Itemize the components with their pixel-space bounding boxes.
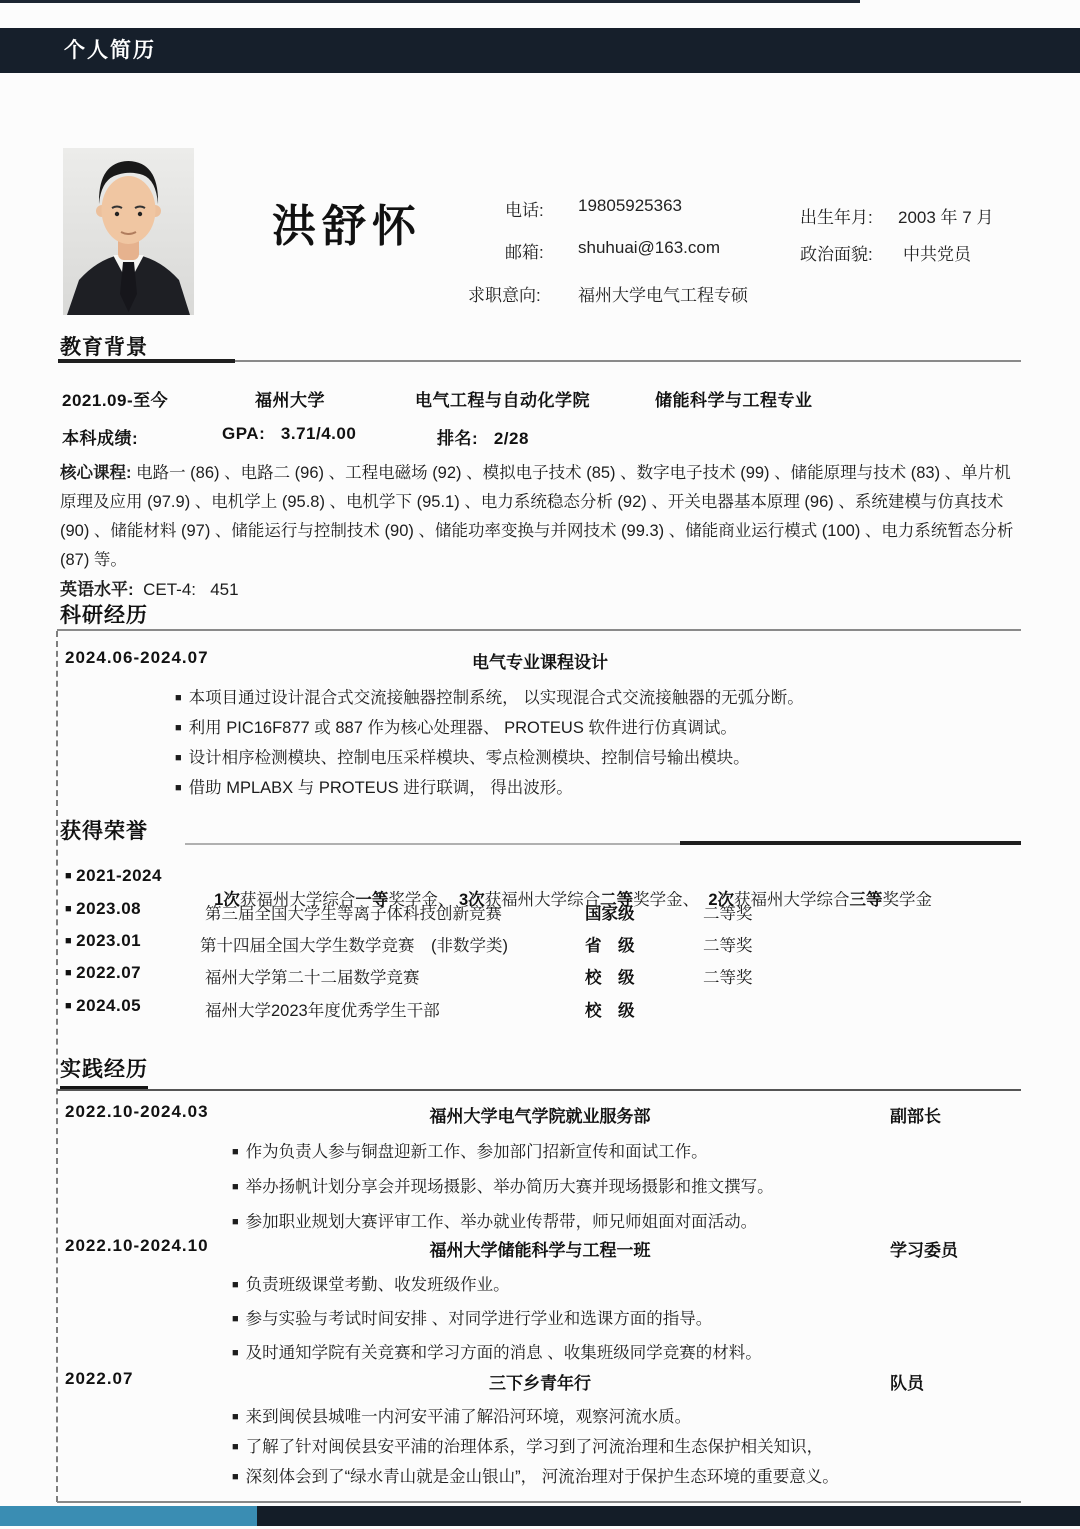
birth-label: 出生年月:	[800, 208, 873, 227]
scholarship-segment: 二等	[600, 891, 634, 909]
scholarship-segment: 3次	[458, 891, 485, 909]
candidate-name: 洪舒怀	[272, 202, 422, 251]
section-title-practice: 实践经历	[60, 1053, 148, 1089]
practice-org: 福州大学电气学院就业服务部	[429, 1107, 651, 1126]
practice-bullet: ■ 深刻体会到了“绿水青山就是金山银山”， 河流治理对于保护生态环境的重要意义。	[232, 1463, 839, 1487]
scholarship-segment: 1次	[214, 891, 240, 909]
english-label: 英语水平:	[60, 580, 134, 599]
job-intent-value: 福州大学电气工程专硕	[578, 286, 748, 305]
core-courses-label: 核心课程:	[60, 464, 132, 482]
phone-value: 19805925363	[578, 196, 683, 215]
scholarship-segment: 奖学金、	[388, 891, 459, 909]
core-courses	[60, 459, 1023, 575]
job-intent-label: 求职意向:	[468, 286, 541, 305]
research-period: 2024.06-2024.07	[65, 648, 209, 667]
education-rule-thin	[235, 360, 1021, 362]
practice-org: 三下乡青年行	[489, 1374, 591, 1393]
practice-bullet: ■ 来到闽侯县城唯一内河安平浦了解沿河环境，观察河流水质。	[232, 1403, 691, 1427]
education-major: 储能科学与工程专业	[655, 391, 813, 410]
honor-date: ■ 2023.08	[65, 899, 141, 919]
english-level	[60, 575, 239, 600]
research-bullet: ■ 利用 PIC16F877 或 887 作为核心处理器、 PROTEUS 软件进行仿真调试。	[175, 714, 737, 738]
research-bullet: ■ 借助 MPLABX 与 PROTEUS 进行联调， 得出波形。	[175, 774, 573, 798]
honor-name: 福州大学2023年度优秀学生干部	[205, 1002, 440, 1020]
practice-role: 学习委员	[890, 1241, 958, 1260]
footer-dark-segment	[257, 1506, 1080, 1526]
email-value: shuhuai@163.com	[578, 238, 721, 257]
footer-bar	[0, 1506, 1080, 1526]
research-bullet: ■ 本项目通过设计混合式交流接触器控制系统， 以实现混合式交流接触器的无弧分断。	[175, 684, 804, 708]
honor-date: ■ 2021-2024	[65, 866, 162, 886]
portrait-illustration	[63, 148, 194, 315]
honor-award: 二等奖	[703, 905, 753, 923]
practice-rule	[57, 1089, 1021, 1091]
footer-accent-segment	[0, 1506, 257, 1526]
page-title: 个人简历	[64, 39, 156, 62]
honor-date: ■ 2023.01	[65, 931, 141, 951]
politics-label: 政治面貌:	[800, 245, 873, 264]
practice-bullet: ■ 参加职业规划大赛评审工作、举办就业传帮带，师兄师姐面对面活动。	[232, 1208, 757, 1232]
left-dashed-border	[56, 631, 58, 1502]
practice-role: 队员	[890, 1374, 924, 1393]
honor-level: 校 级	[585, 969, 635, 987]
section-title-honors: 获得荣誉	[60, 820, 148, 843]
rank-value: 排名: 2/28	[437, 429, 529, 448]
research-bullet: ■ 设计相序检测模块、控制电压采样模块、零点检测模块、控制信号输出模块。	[175, 744, 750, 768]
practice-bullet: ■ 作为负责人参与铜盘迎新工作、参加部门招新宣传和面试工作。	[232, 1138, 708, 1162]
page-banner	[0, 28, 1080, 73]
scholarship-segment: 奖学金	[882, 891, 932, 909]
honor-name: 福州大学第二十二届数学竞赛	[205, 969, 420, 987]
practice-bullet: ■ 参与实验与考试时间安排 、对同学进行学业和选课方面的指导。	[232, 1305, 712, 1329]
honor-level: 省 级	[585, 937, 635, 955]
honors-rule-thin	[185, 843, 680, 845]
scholarship-segment: 三等	[849, 891, 883, 909]
honor-date: ■ 2024.05	[65, 996, 141, 1016]
honor-award: 二等奖	[703, 969, 753, 987]
research-rule	[57, 629, 1021, 631]
education-school: 福州大学	[255, 391, 325, 410]
profile-photo	[63, 148, 194, 315]
core-courses-text: 电路一 (86) 、电路二 (96) 、工程电磁场 (92) 、模拟电子技术 (85) 、数字电子技术 (99) 、储能原理与技术 (83) 、单片机原理及应用 (97.9) 、电机学上 (95.8) 、电机学下 (95.1) 、电力系统稳态分析 (92) 、开关电器基本原理 (96) 、系统建模与仿真技术 (90) 、储能材料 (97) 、储能运行与控制技术 (90) 、储能功率变换与并网技术 (99.3) 、储能商业运行模式 (100) 、电力系统暂态分析 (87) 等。	[60, 464, 1014, 569]
score-label: 本科成绩:	[62, 429, 139, 448]
practice-bullet: ■ 及时通知学院有关竞赛和学习方面的消息 、收集班级同学竞赛的材料。	[232, 1339, 762, 1363]
top-edge-line	[0, 0, 860, 3]
research-project-title: 电气专业课程设计	[472, 653, 608, 672]
education-period: 2021.09-至今	[62, 391, 169, 410]
practice-bullet: ■ 负责班级课堂考勤、收发班级作业。	[232, 1271, 510, 1295]
practice-bullet: ■ 举办扬帆计划分享会并现场摄影、举办简历大赛并现场摄影和推文撰写。	[232, 1173, 774, 1197]
scholarship-segment: 一等	[355, 891, 389, 909]
practice-period: 2022.07	[65, 1369, 134, 1388]
gpa-value: GPA: 3.71/4.00	[222, 424, 357, 443]
birth-value: 2003 年 7 月	[898, 208, 994, 227]
practice-bullet: ■ 了解了针对闽侯县安平浦的治理体系，学习到了河流治理和生态保护相关知识，	[232, 1433, 823, 1457]
honor-award: 二等奖	[703, 937, 753, 955]
section-title-education: 教育背景	[60, 336, 148, 359]
practice-period: 2022.10-2024.03	[65, 1102, 209, 1121]
scholarship-segment: 奖学金、	[633, 891, 709, 909]
honor-date: ■ 2022.07	[65, 963, 141, 983]
practice-role: 副部长	[890, 1107, 941, 1126]
honor-level: 校 级	[585, 1002, 635, 1020]
education-rule-thick	[58, 359, 235, 363]
english-value: CET-4: 451	[133, 580, 239, 599]
scholarship-segment: 2次	[708, 891, 734, 909]
practice-period: 2022.10-2024.10	[65, 1236, 209, 1255]
email-label: 邮箱:	[505, 243, 544, 262]
section-title-research: 科研经历	[60, 604, 148, 627]
honor-name: 第十四届全国大学生数学竞赛 (非数学类)	[200, 937, 508, 955]
practice-org: 福州大学储能科学与工程一班	[429, 1241, 651, 1260]
scholarship-segment: 获福州大学综合	[484, 891, 601, 909]
scholarship-segment: 获福州大学综合	[734, 891, 850, 909]
honor-name: 第三届全国大学生等离子体科技创新竞赛	[205, 905, 502, 923]
bottom-rule	[57, 1501, 1021, 1503]
honors-rule-thick	[680, 841, 1021, 845]
honor-level: 国家级	[585, 905, 635, 923]
phone-label: 电话:	[505, 201, 544, 220]
education-college: 电气工程与自动化学院	[415, 391, 590, 410]
scholarship-segment: 获福州大学综合	[239, 891, 356, 909]
politics-value: 中共党员	[903, 245, 971, 264]
